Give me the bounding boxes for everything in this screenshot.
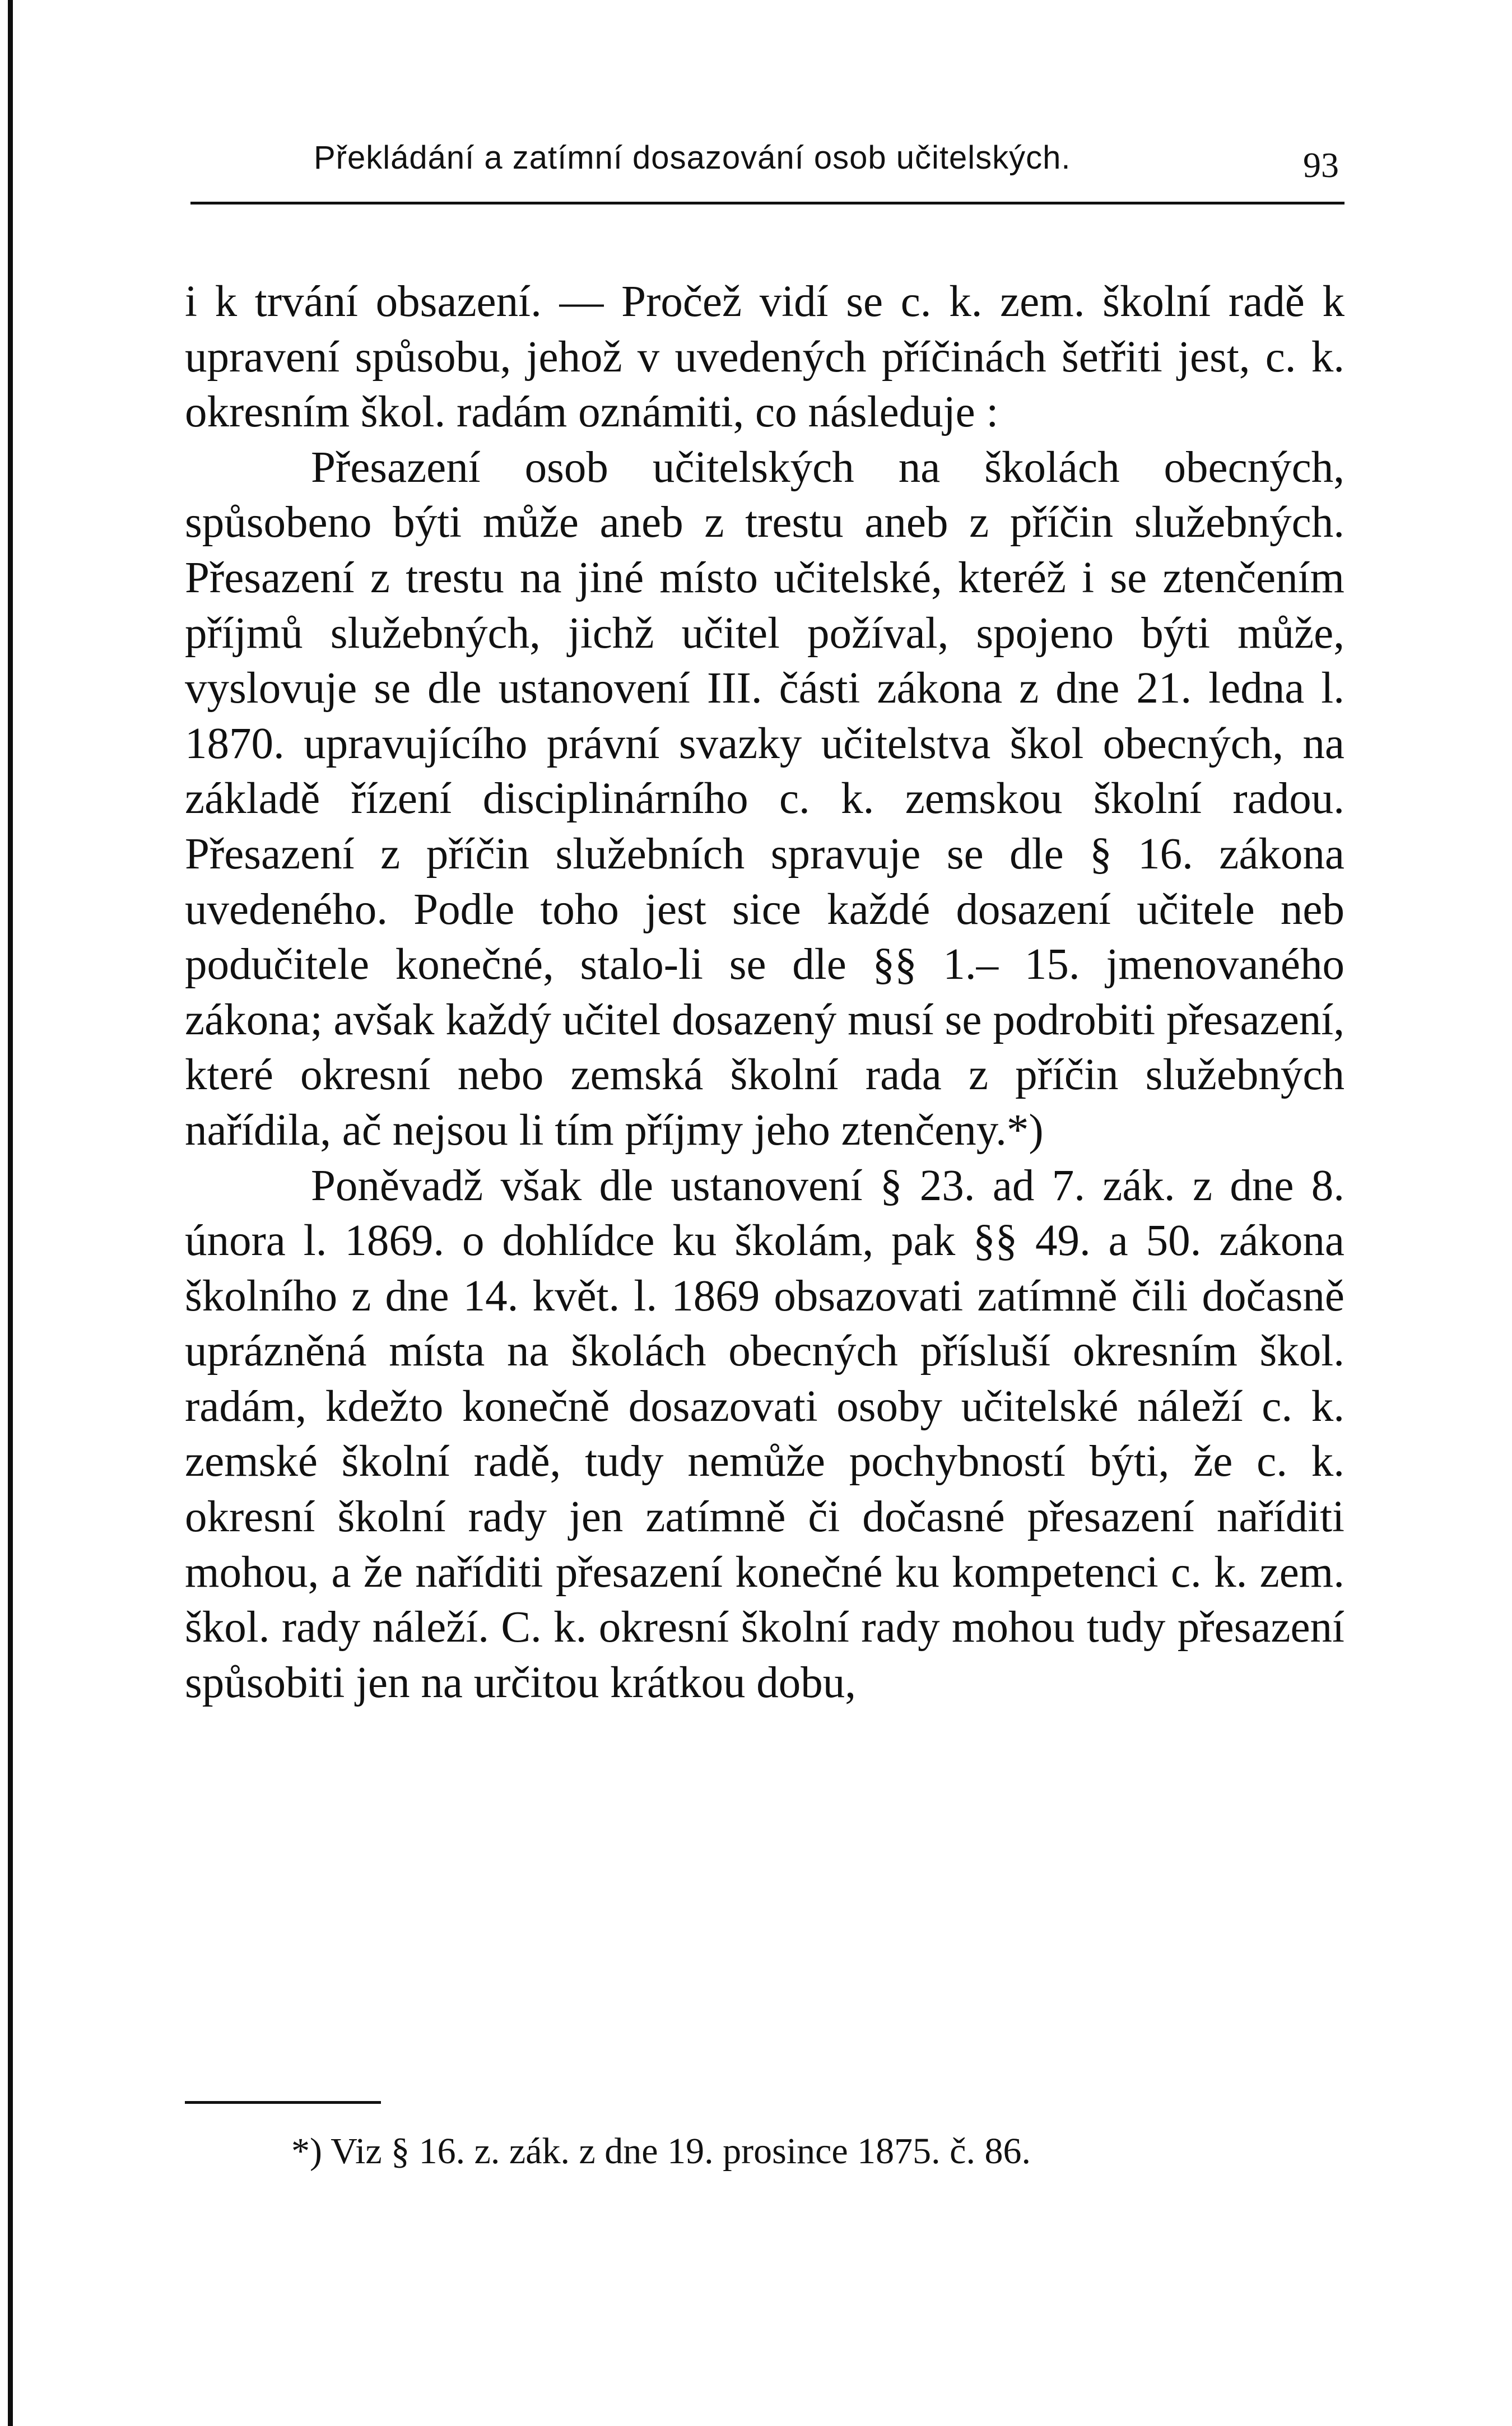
page-number: 93 [1303, 145, 1339, 185]
paragraph-2: Přesazení osob učitelských na školách obecných, spůsobeno býti může aneb z trestu aneb z příčin služebných. Přesazení z trestu na jiné místo učitelské, kteréž i se ztenčením příjmů služebných, jichž učitel požíval, spojeno býti může, vyslovuje se dle ustanovení III. části zákona z dne 21. ledna l. 1870. upravujícího právní svazky učitelstva škol obecných, na základě řízení disciplinárního c. k. zemskou školní radou. Přesazení z příčin služebních spravuje se dle § 16. zákona uvedeného. Podle toho jest sice každé dosazení učitele neb podučitele konečné, stalo-li se dle §§ 1.– 15. jmenovaného zákona; avšak každý učitel dosazený musí se podrobiti přesazení, které okresní nebo zemská školní rada z příčin služebných nařídila, ač nejsou li tím příjmy jeho ztenčeny.*) [185, 443, 1344, 1155]
paragraph-3: Poněvadž však dle ustanovení § 23. ad 7. zák. z dne 8. února l. 1869. o dohlídce ku školám, pak §§ 49. a 50. zákona školního z dne 14. květ. l. 1869 obsazovati zatímně čili dočasně uprázněná místa na školách obecných přísluší okresním škol. radám, kdežto konečně dosazovati osoby učitelské náleží c. k. zemské školní radě, tudy nemůže pochybností býti, že c. k. okresní školní rady jen zatímně či dočasné přesazení naříditi mohou, a že naříditi přesazení konečné ku kompetenci c. k. zem. škol. rady náleží. C. k. okresní školní rady mohou tudy přesazení spůsobiti jen na určitou krátkou dobu, [185, 1161, 1344, 1707]
footnote-rule [185, 2101, 381, 2104]
paragraph-1: i k trvání obsazení. — Pročež vidí se c. k. zem. školní radě k upravení spůsobu, jehož v uvedených příčinách šetřiti jest, c. k. okresním škol. radám oznámiti, co následuje : [185, 277, 1344, 437]
header-rule [190, 202, 1344, 205]
book-page [185, 134, 1344, 2320]
scan-edge [8, 0, 13, 2426]
footnote: *) Viz § 16. z. zák. z dne 19. prosince 1875. č. 86. [291, 2131, 1031, 2172]
body-text [185, 275, 1344, 1711]
page-header [185, 134, 1344, 202]
running-title: Překládání a zatímní dosazování osob učitelských. [314, 140, 1071, 176]
